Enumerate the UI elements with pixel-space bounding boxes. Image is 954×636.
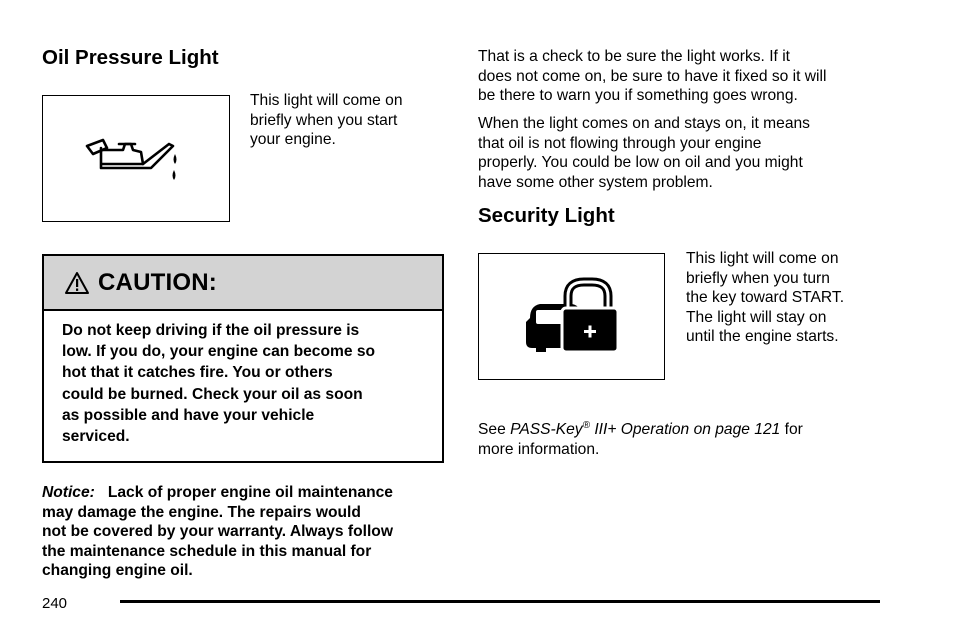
security-desc-line: The light will stay on (686, 308, 827, 326)
paragraph-line: be there to warn you if something goes wrong. (478, 87, 798, 104)
oil-desc-line: This light will come on (250, 92, 403, 109)
caution-line: low. If you do, your engine can become so (62, 343, 376, 361)
oil-desc-line: briefly when you start (250, 111, 398, 129)
paragraph-line: that oil is not flowing through your engine (478, 134, 762, 152)
caution-line: serviced. (62, 428, 130, 446)
caution-line: hot that it catches fire. You or others (62, 364, 333, 382)
light-stays-on-paragraph (478, 114, 810, 192)
registered-mark: ® (582, 420, 590, 431)
paragraph-line: That is a check to be sure the light works. If it (478, 48, 791, 65)
oil-pressure-heading: Oil Pressure Light (42, 46, 219, 69)
oil-pressure-icon-box (42, 95, 230, 222)
paragraph-line: does not come on, be sure to have it fixed so it will (478, 67, 827, 85)
caution-text (44, 311, 442, 447)
reference-line: more information. (478, 440, 600, 458)
warning-triangle-icon (64, 271, 90, 295)
security-light-description (686, 249, 844, 347)
oil-desc-line: your engine. (250, 131, 336, 148)
paragraph-line: When the light comes on and stays on, it means (478, 115, 810, 132)
reference-after-text: for (780, 421, 803, 439)
light-check-paragraph (478, 47, 826, 106)
caution-title: CAUTION: (98, 268, 217, 296)
security-desc-line: briefly when you turn (686, 269, 830, 287)
notice-label: Notice: (42, 484, 95, 501)
reference-see-text: See (478, 421, 511, 439)
pass-key-link[interactable] (510, 421, 780, 438)
caution-line: as possible and have your vehicle (62, 406, 315, 424)
paragraph-line: have some other system problem. (478, 173, 713, 191)
security-desc-line: until the engine starts. (686, 328, 839, 345)
notice-paragraph (42, 483, 393, 581)
notice-line: not be covered by your warranty. Always follow (42, 523, 393, 540)
notice-line: may damage the engine. The repairs would (42, 503, 361, 521)
pass-key-link-rest[interactable]: III+ Operation on page 121 (589, 421, 781, 439)
notice-line: Lack of proper engine oil maintenance (107, 484, 393, 501)
oil-can-icon (81, 134, 191, 184)
notice-line: changing engine oil. (42, 562, 193, 579)
caution-box (42, 254, 444, 463)
caution-header (44, 256, 442, 311)
oil-light-description (250, 91, 403, 150)
security-light-heading: Security Light (478, 204, 615, 227)
footer-rule (120, 600, 880, 603)
security-icon-box (478, 253, 665, 380)
pass-key-link-main[interactable]: PASS-Key (510, 421, 583, 439)
security-lock-car-icon (522, 276, 622, 358)
security-desc-line: This light will come on (686, 250, 839, 267)
page-number: 240 (42, 595, 68, 612)
caution-line: could be burned. Check your oil as soon (62, 385, 363, 403)
paragraph-line: properly. You could be low on oil and you might (478, 154, 803, 171)
notice-line: the maintenance schedule in this manual for (42, 542, 372, 560)
caution-line: Do not keep driving if the oil pressure is (62, 322, 360, 339)
pass-key-reference (478, 416, 803, 459)
security-desc-line: the key toward START. (686, 289, 845, 306)
